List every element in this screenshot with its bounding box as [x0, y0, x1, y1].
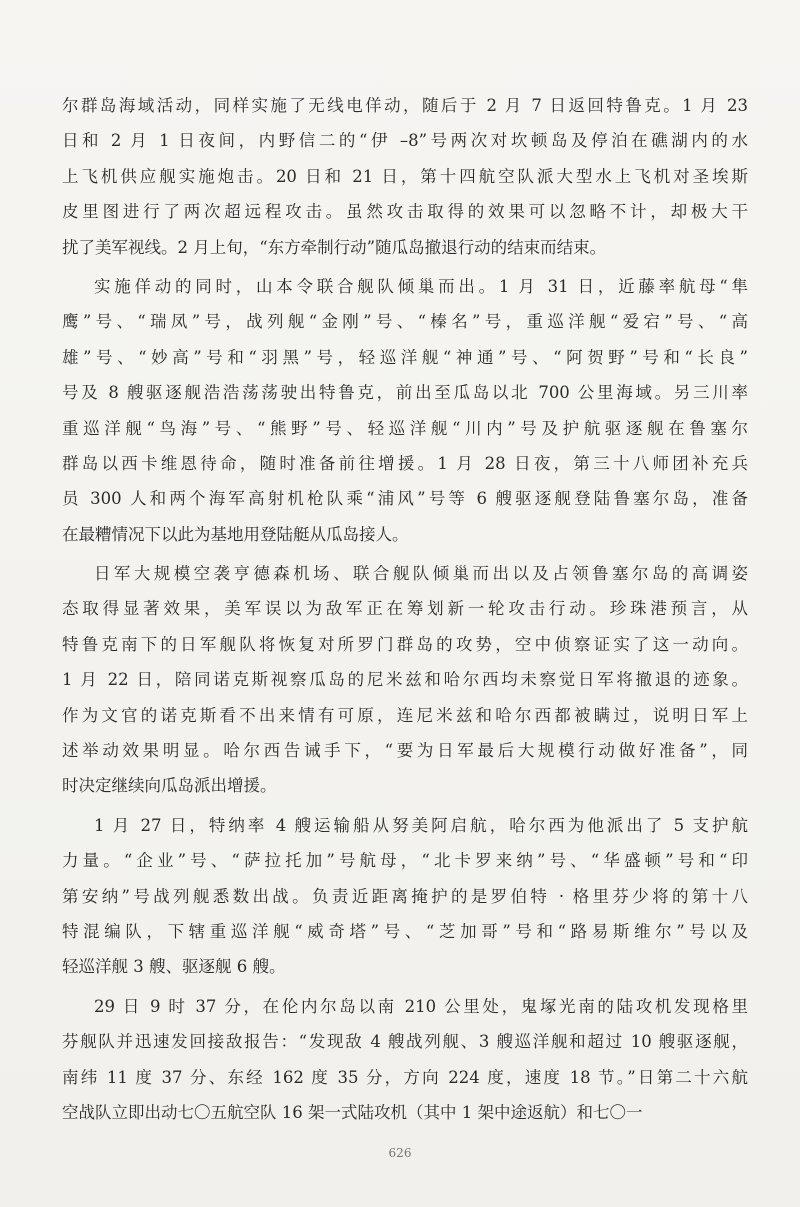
text-line: 力量。“企业”号、“萨拉托加”号航母，“北卡罗来纳”号、“华盛顿”号和“印 [62, 851, 748, 871]
text-line: 号及 8 艘驱逐舰浩浩荡荡驶出特鲁克，前出至瓜岛以北 700 公里海域。另三川率 [62, 383, 748, 403]
text-line: 29 日 9 时 37 分，在伦内尔岛以南 210 公里处，鬼塚光南的陆攻机发现格里 [94, 996, 748, 1016]
text-line: 作为文官的诺克斯看不出来情有可原，连尼米兹和哈尔西都被瞒过，说明日军上 [62, 705, 748, 725]
text-line: 述举动效果明显。哈尔西告诫手下，“要为日军最后大规模行动做好准备”，同 [62, 741, 748, 761]
text-line: 鹰”号、“瑞凤”号，战列舰“金刚”号、“榛名”号，重巡洋舰“爱宕”号、“高 [62, 312, 748, 332]
text-line: 上飞机供应舰实施炮击。20 日和 21 日，第十四航空队派大型水上飞机对圣埃斯 [62, 166, 748, 186]
paragraph [62, 88, 748, 265]
text-line: 芬舰队并迅速发回接敌报告：“发现敌 4 艘战列舰、3 艘巡洋舰和超过 10 艘驱逐舰， [62, 1032, 748, 1052]
text-line: 时决定继续向瓜岛派出增援。 [62, 776, 277, 796]
paragraph [62, 556, 748, 804]
text-line: 第安纳”号战列舰悉数出战。负责近距离掩护的是罗伯特 · 格里芬少将的第十八 [62, 886, 748, 906]
text-line: 日和 2 月 1 日夜间，内野信二的“伊 –8”号两次对坎顿岛及停泊在礁湖内的水 [62, 131, 748, 151]
text-line: 南纬 11 度 37 分、东经 162 度 35 分，方向 224 度，速度 18 节。”日第二十六航 [62, 1067, 748, 1087]
paragraph [62, 269, 748, 552]
text-line: 扰了美军视线。2 月上旬，“东方牵制行动”随瓜岛撤退行动的结束而结束。 [62, 237, 607, 257]
text-line: 群岛以西卡维恩待命，随时准备前往增援。1 月 28 日夜，第三十八师团补充兵 [62, 453, 748, 473]
text-line: 特混编队，下辖重巡洋舰“威奇塔”号、“芝加哥”号和“路易斯维尔”号以及 [62, 921, 748, 941]
text-line: 尔群岛海域活动，同样实施了无线电佯动，随后于 2 月 7 日返回特鲁克。1 月 23 [62, 96, 748, 115]
text-line: 重巡洋舰“鸟海”号、“熊野”号、轻巡洋舰“川内”号及护航驱逐舰在鲁塞尔 [62, 418, 748, 438]
text-line: 1 月 22 日，陪同诺克斯视察瓜岛的尼米兹和哈尔西均未察觉日军将撤退的迹象。 [62, 670, 748, 690]
text-line: 雄”号、“妙高”号和“羽黑”号，轻巡洋舰“神通”号、“阿贺野”号和“长良” [62, 347, 748, 367]
text-line: 1 月 27 日，特纳率 4 艘运输船从努美阿启航，哈尔西为他派出了 5 支护航 [94, 815, 748, 835]
text-line: 员 300 人和两个海军高射机枪队乘“浦风”号等 6 艘驱逐舰登陆鲁塞尔岛，准备 [62, 489, 748, 509]
text-line: 在最糟情况下以此为基地用登陆艇从瓜岛接人。 [62, 524, 409, 544]
text-line: 轻巡洋舰 3 艘、驱逐舰 6 艘。 [62, 957, 286, 977]
text-line: 空战队立即出动七〇五航空队 16 架一式陆攻机（其中 1 架中途返航）和七〇一 [62, 1102, 643, 1122]
body-text [62, 88, 748, 1130]
text-line: 态取得显著效果，美军误以为敌军正在筹划新一轮攻击行动。珍珠港预言，从 [62, 599, 748, 619]
text-line: 日军大规模空袭亨德森机场、联合舰队倾巢而出以及占领鲁塞尔岛的高调姿 [94, 564, 748, 584]
paragraph [62, 989, 748, 1131]
paragraph [62, 808, 748, 985]
text-line: 实施佯动的同时，山本令联合舰队倾巢而出。1 月 31 日，近藤率航母“隼 [94, 276, 748, 296]
page-number: 626 [388, 1146, 412, 1160]
text-line: 特鲁克南下的日军舰队将恢复对所罗门群岛的攻势，空中侦察证实了这一动向。 [62, 634, 748, 654]
text-line: 皮里图进行了两次超远程攻击。虽然攻击取得的效果可以忽略不计，却极大干 [62, 202, 748, 222]
